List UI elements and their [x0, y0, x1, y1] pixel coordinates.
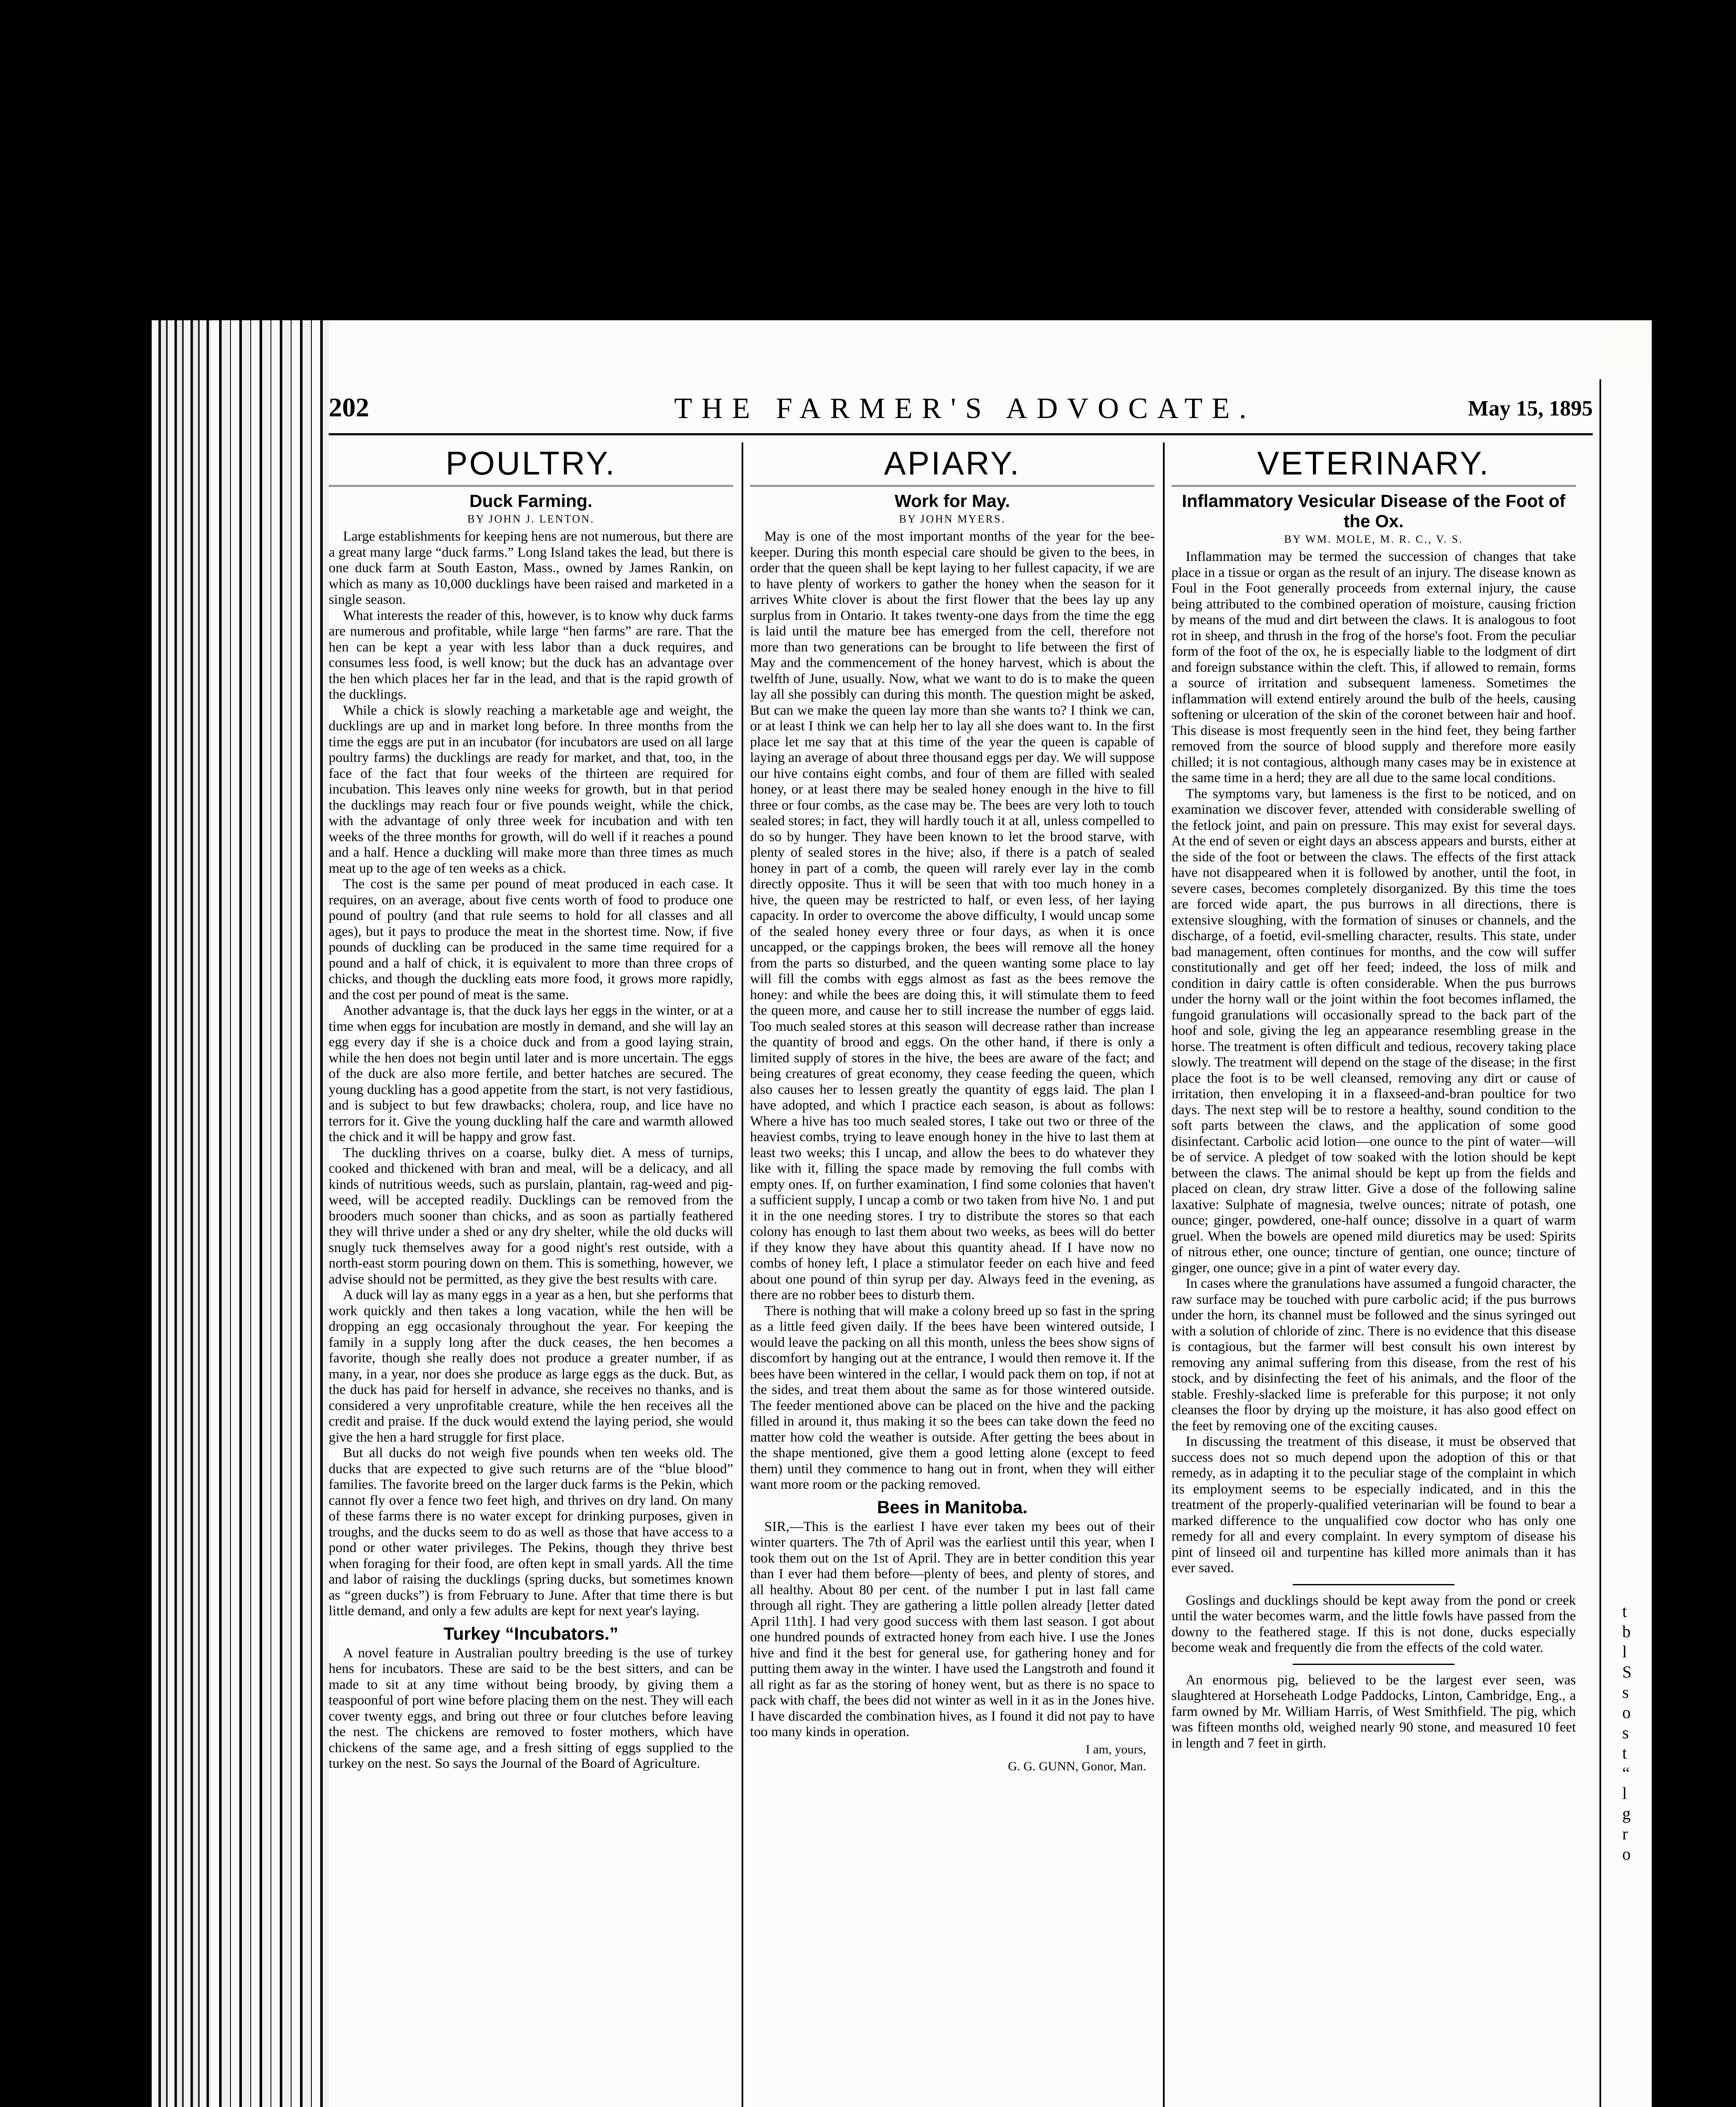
section-title-poultry: POULTRY. [329, 444, 733, 487]
header-rule [329, 433, 1593, 435]
paragraph: A novel feature in Australian poultry breeding is the use of turkey hens for incubators. These are said to be the best sitters, and can be made to sit at any time without being broody, by giving them a teaspoonful of port wine before placing them on the nest. They will each cover twenty eggs, and bring out three or four clutches before leaving the nest. The chickens are removed to foster mothers, which have chickens of the same age, and a fresh sitting of eggs supplied to the turkey on the nest. So says the Journal of the Board of Agriculture. [329, 1645, 733, 1771]
edge-letter: r [1622, 1824, 1628, 1843]
binding-page-edges [211, 320, 329, 2107]
edge-letter: s [1622, 1723, 1629, 1742]
paragraph: There is nothing that will make a colony breed up so fast in the spring as a little feed given daily. If the bees have been wintered outside, I would leave the packing on all this month, unless the bees show signs of discomfort by hanging out at the entrance, I would then remove it. If the bees have been wintered in the cellar, I would pack them on top, if not at the sides, and treat them about the same as for those wintered outside. The feeder mentioned above can be placed on the hive and the packing filled in around it, thus making it so the bees can take down the feed no matter how cold the weather is outside. After getting the bees about in the shape mentioned, give them a good letting alone (except to feed them) until they commence to hang out in front, when they will either want more room or the packing removed. [750, 1303, 1155, 1492]
byline: BY WM. MOLE, M. R. C., V. S. [1284, 533, 1463, 545]
byline: BY JOHN J. LENTON. [467, 513, 595, 525]
edge-letter: o [1622, 1703, 1631, 1722]
newspaper-page [329, 320, 1601, 2107]
edge-letter: “ [1622, 1764, 1630, 1783]
paragraph: What interests the reader of this, however, is to know why duck farms are numerous and profitable, while large “hen farms” are rare. That the hen can be kept a year with less labor than a duck requires, and consumes less food, is well know; but the duck has an advantage over the hen which places her far in the lead, and that is the rapid growth of the ducklings. [329, 608, 733, 702]
separator [1293, 1584, 1455, 1585]
edge-letter: t [1622, 1743, 1627, 1762]
paragraph: The duckling thrives on a coarse, bulky diet. A mess of turnips, cooked and thickened with bran and meal, will be a delicacy, and all kinds of nutritious weeds, such as purslain, plantain, rag-weed and pig-weed, will be accepted readily. Ducklings can be removed from the brooders much sooner than chicks, and as soon as partially feathered they will thrive under a shed or any dry shelter, while the old ducks will snugly tuck themselves away for a good night's rest outside, with a north-east storm pouring down on them. This is something, however, we advise should not be permitted, as they give the best results with care. [329, 1145, 733, 1287]
edge-letter: S [1622, 1662, 1632, 1681]
letter-signature: G. G. GUNN, Gonor, Man. [1008, 1759, 1146, 1773]
paragraph: A duck will lay as many eggs in a year as a hen, but she performs that work quickly and then takes a long vacation, while the hen will be dropping an egg occasionaly throughout the year. For keeping the family in a supply long after the duck ceases, the hen becomes a favorite, though she really does not produce a greater number, if as many, in a year, nor does she produce as large eggs as the duck. But, as the duck has paid for herself in advance, she receives no thanks, and is considered a very unprofitable creature, while the hen receives all the credit and praise. If the duck would extend the laying period, she would give the hen a hard struggle for first place. [329, 1287, 733, 1445]
paragraph: The symptoms vary, but lameness is the first to be noticed, and on examination we discover fever, attended with considerable swelling of the fetlock joint, and pain on pressure. This may exist for several days. At the end of seven or eight days an abscess appears and bursts, either at the side of the foot or between the claws. The effects of the first attack have not disappeared when it is followed by another, until the foot, in severe cases, becomes completely disorganized. By this time the toes are forced wide apart, the pus burrows in all directions, there is extensive sloughing, with the formation of sinuses or channels, and the discharge, of a foetid, evil-smelling character, results. This state, under bad management, often continues for months, and the cow will suffer constitutionally and get off her feed; indeed, the loss of milk and condition in dairy cattle is often considerable. When the pus burrows under the horny wall or the joint within the foot becomes inflamed, the fungoid granulations will occasionally spread to the back part of the hoof and sole, giving the leg an appearance resembling grease in the horse. The treatment is often difficult and tedious, recovery taking place slowly. The treatment will depend on the stage of the disease; in the first place the foot is to be well cleansed, removing any dirt or cause of irritation, then enveloping it in a flaxseed-and-bran poultice for two days. The next step will be to restore a healthy, sound condition to the soft parts between the claws, and the application of some good disinfectant. Carbolic acid lotion—one ounce to the pint of water—will be of service. A pledget of tow soaked with the lotion should be kept between the claws. The animal should be kept up from the fields and placed on clean, dry straw litter. Give a dose of the following saline laxative: Sulphate of magnesia, twelve ounces; nitrate of potash, one ounce; ginger, powdered, one-half ounce; dissolve in a quart of warm gruel. When the bowels are opened mild diuretics may be used: Spirits of nitrous ether, one ounce; tincture of gentian, one ounce; tincture of ginger, one ounce; give in a pint of water every day. [1171, 786, 1576, 1276]
edge-letter: o [1622, 1844, 1631, 1863]
paragraph: Another advantage is, that the duck lays her eggs in the winter, or at a time when eggs for incubation are mostly in demand, and she will lay an egg every day if she is a choice duck and from a good laying strain, while the hen does not begin until later and is more uncertain. The eggs of the duck are also more fertile, and better hatches are secured. The young duckling has a good appetite from the start, is not very fastidious, and is subject to but few drawbacks; cholera, roup, and lice have no terrors for it. Give the young duckling half the care and warmth allowed the chick and it will be happy and grow fast. [329, 1003, 733, 1145]
section-title-apiary: APIARY. [750, 444, 1155, 487]
edge-letter: t [1622, 1602, 1627, 1621]
paragraph: May is one of the most important months of the year for the bee-keeper. During this month especial care should be given to the bees, in order that the queen shall be kept laying to her fullest capacity, if we are to have plenty of workers to gather the honey when the season for it arrives White clover is about the first flower that the bees lay up any surplus from in Ontario. It takes twenty-one days from the time the egg is laid until the mature bee has emerged from the cell, therefore not more than two generations can be brought to life between the first of May and the commencement of the honey harvest, which is about the twelfth of June, usually. Now, what we want to do is to make the queen lay all she possibly can during this month. The question might be asked, But can we make the queen lay more than she wants to? I think we can, or at least I think we can help her to lay all she does want to. In the first place let me say that at this time of the year the queen is capable of laying an average of about three thousand eggs per day. We will suppose our hive contains eight combs, and four of them are filled with sealed honey, or at least there may be sealed honey enough in the hive to fill three or four combs, as the case may be. The bees are very loth to touch sealed stores; in fact, they will hardly touch it at all, unless compelled to do so by hunger. They have been known to let the brood starve, with plenty of sealed stores in the hive; also, if there is a patch of sealed honey in part of a comb, the queen will rarely ever lay in the comb directly opposite. Thus it will be seen that with too much honey in a hive, the queen may be restricted to half, or even less, of her laying capacity. In order to overcome the above difficulty, I would uncap some of the sealed honey every three or four days, as when it is once uncapped, or the cappings broken, the bees will remove all the honey from the parts so disturbed, and the queen wanting some place to lay will fill the combs with eggs almost as fast as the bees remove the honey: and while the bees are doing this, it will stimulate them to feed the queen more, and cause her to still increase the number of eggs laid. Too much sealed stores at this season will decrease rather than increase the quantity of brood and eggs. On the other hand, if there is only a limited supply of stores in the hive, the bees are aware of the fact; and being creatures of great economy, they cease feeding the queen, which also causes her to lessen greatly the quantity of eggs laid. The plan I have adopted, and which I practice each season, is about as follows: Where a hive has too much sealed stores, I take out two or three of the heaviest combs, trying to leave enough honey in the hive to last them at least two weeks; this I uncap, and allow the bees to do whatever they like with it, filling the space made by removing the full combs with empty ones. If, on further examination, I find some colonies that haven't a sufficient supply, I uncap a comb or two taken from hive No. 1 and put it in the one needing stores. I try to distribute the stores so that each colony has enough to last them about two weeks, as bees will do better if they know they have about this quantity ahead. If I have now no combs of honey left, I place a stimulator feeder on each hive and feed about one pound of thin syrup per day. Always feed in the evening, as there are no robber bees to disturb them. [750, 529, 1155, 1303]
letter-closing: I am, yours, [1085, 1742, 1146, 1756]
article-title-bees-manitoba: Bees in Manitoba. [877, 1497, 1028, 1517]
book-binding [152, 320, 329, 2107]
paragraph: The cost is the same per pound of meat produced in each case. It requires, on an average, about five cents worth of food to produce one pound of poultry (and that rule seems to hold for all classes and all ages), but it pays to produce the meat in the shortest time. Now, if five pounds of duckling can be produced in the same time required for a pound and a half of chick, it is equivalent to more than three crops of chicks, and though the duckling eats more food, it grows more rapidly, and the cost per pound of meat is the same. [329, 877, 733, 1003]
article-columns [329, 442, 1593, 2107]
edge-letter: s [1622, 1683, 1629, 1702]
paragraph: Inflammation may be termed the succession of changes that take place in a tissue or organ as the result of an injury. The disease known as Foul in the Foot generally proceeds from external injury, the cause being attributed to the combined operation of moisture, causing friction by means of the mud and dirt between the claws. It is analogous to foot rot in sheep, and thrush in the frog of the horse's foot. From the peculiar form of the foot of the ox, he is especially liable to the lodgment of dirt and foreign substance within the cleft. This, if allowed to remain, forms a source of irritation and subsequent lameness. Sometimes the inflammation will extend entirely around the bulb of the heels, causing softening or ulceration of the skin of the coronet between hair and hoof. This disease is most frequently seen in the hind feet, they being farther removed from the source of blood supply and therefore more easily chilled; it is not contagious, although many cases may be in existence at the same time in a herd; they are all due to the same local conditions. [1171, 549, 1576, 785]
section-title-veterinary: VETERINARY. [1171, 444, 1576, 487]
edge-letter: b [1622, 1622, 1631, 1641]
article-title-work-for-may: Work for May. [895, 491, 1010, 511]
paragraph: Large establishments for keeping hens are not numerous, but there are a great many large “duck farms.” Long Island takes the lead, but there is one duck farm at South Easton, Mass., owned by James Rankin, on which as many as 10,000 ducklings have been raised and marketed in a single season. [329, 529, 733, 607]
edge-letter: g [1622, 1804, 1631, 1823]
column-divider [742, 442, 743, 2107]
edge-letter: l [1622, 1642, 1627, 1661]
facing-page-letters [1622, 1601, 1648, 1864]
edge-letter: l [1622, 1784, 1627, 1803]
separator [1293, 1664, 1455, 1665]
article-title-duck-farming: Duck Farming. [469, 491, 592, 511]
masthead: THE FARMER'S ADVOCATE. [674, 392, 1256, 425]
paragraph: SIR,—This is the earliest I have ever taken my bees out of their winter quarters. The 7th of April was the earliest until this year, when I took them out on the 1st of April. They are in better condition this year than I ever had them before—plenty of bees, and plenty of stores, and all healthy. About 80 per cent. of the number I put in last fall came through all right. They are gathering a little pollen already [letter dated April 11th]. I had very good success with them last season. I got about one hundred pounds of extracted honey from each hive. I use the Jones hive and find it the best for general use, for gathering honey and for putting them away in the winter. I have used the Langstroth and found it all right as far as the storing of honey went, but as there is no space to pack with chaff, the bees did not winter as well in it as in the Jones hive. I have discarded the combination hives, as I found it did not pay to have too many kinds in operation. [750, 1519, 1155, 1740]
page-header [329, 392, 1601, 430]
column-divider [1163, 442, 1165, 2107]
paragraph: In discussing the treatment of this disease, it must be observed that success does not so much depend upon the adoption of this or that remedy, as in adapting it to the peculiar stage of the complaint in which its employment seems to be especially indicated, and in this the treatment of the properly-qualified veterinarian will be found to bear a marked difference to the unqualified cow doctor who has only one remedy for all and every complaint. In every symptom of disease his pint of linseed oil and turpentine has killed more animals than it has ever saved. [1171, 1434, 1576, 1576]
scanned-page [152, 320, 1652, 2107]
byline: BY JOHN MYERS. [899, 513, 1006, 525]
article-title-vesicular-disease: Inflammatory Vesicular Disease of the Foot of the Ox. [1181, 491, 1566, 531]
article-title-turkey: Turkey “Incubators.” [443, 1623, 619, 1643]
paragraph-goslings: Goslings and ducklings should be kept away from the pond or creek until the water becomes warm, and the little fowls have passed from the downy to the feathered stage. If this is not done, ducks especially become weak and frequently die from the effects of the cold water. [1171, 1592, 1576, 1655]
paragraph-pig: An enormous pig, believed to be the largest ever seen, was slaughtered at Horseheath Lodge Paddocks, Linton, Cambridge, Eng., a farm owned by Mr. William Harris, of West Smithfield. The pig, which was fifteen months old, weighed nearly 90 stone, and measured 10 feet in length and 7 feet in girth. [1171, 1672, 1576, 1751]
paragraph: While a chick is slowly reaching a marketable age and weight, the ducklings are up and in market long before. In three months from the time the eggs are put in an incubator (for incubators are used on all large poultry farms) the ducklings are ready for market, and that, too, in the face of the fact that four weeks of the thirteen are required for incubation. This leaves only nine weeks for growth, but in that period the ducklings may reach four or five pounds weight, while the chick, with the advantage of only three week for incubation and with ten weeks of the three months for growth, will do well if it reaches a pound and a half. Hence a duckling will make more than three times as much meat up to the age of ten weeks as a chick. [329, 702, 733, 876]
issue-date: May 15, 1895 [1468, 397, 1593, 421]
paragraph: In cases where the granulations have assumed a fungoid character, the raw surface may be touched with pure carbolic acid; if the pus burrows under the horn, its channel must be followed and the sinus syringed out with a solution of chloride of zinc. There is no evidence that this disease is contagious, but the farmer will best consult his own interest by removing any animal suffering from this disease, from the rest of his stock, and by disinfecting the feet of his animals, and the floor of the stable. Freshly-slacked lime is preferable for this purpose; it not only cleanses the floor by drying up the moisture, it has also good effect on the feet by removing one of the exciting causes. [1171, 1276, 1576, 1434]
paragraph: But all ducks do not weigh five pounds when ten weeks old. The ducks that are expected to give such returns are of the “blue blood” families. The favorite breed on the larger duck farms is the Pekin, which cannot fly over a fence two feet high, and thrives on dry land. On many of these farms there is no water except for drinking purposes, given in troughs, and the ducks seem to do as well as those that have access to a pond or other water privileges. The Pekins, though they thrive best when foraging for their food, are often kept in small yards. All the time and labor of raising the ducklings (spring ducks, but sometimes known as “green ducks”) is from February to June. After that time there is but little demand, and only a few adults are kept for next year's laying. [329, 1445, 733, 1619]
poultry-column [329, 442, 733, 2107]
apiary-column [750, 442, 1155, 2107]
facing-page-edge [1599, 379, 1652, 2107]
veterinary-column [1171, 442, 1576, 2107]
page-number: 202 [329, 392, 369, 422]
